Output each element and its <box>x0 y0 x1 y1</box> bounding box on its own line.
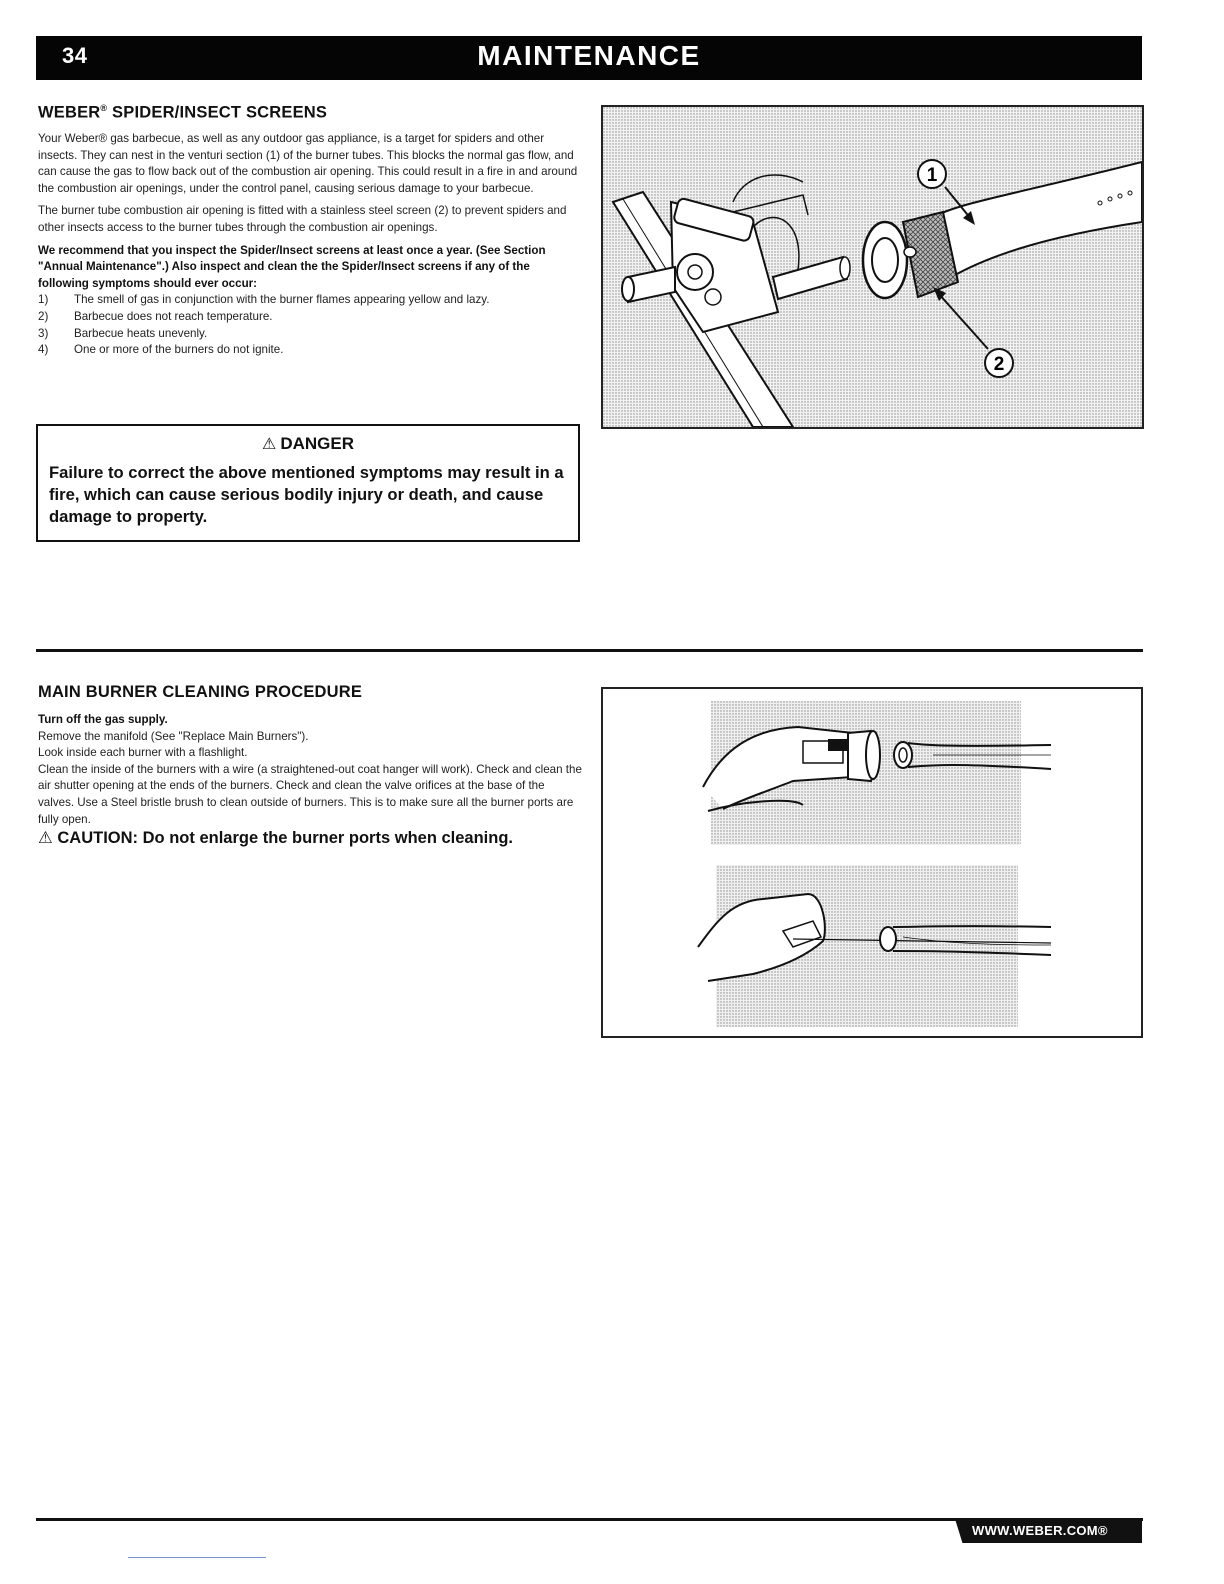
section-divider <box>36 649 1143 652</box>
spider-screen-illustration <box>601 105 1144 429</box>
warning-triangle-icon: ⚠ <box>261 436 277 453</box>
burner-cleaning-diagram <box>603 689 1141 1036</box>
warning-triangle-icon: ⚠ <box>38 829 53 847</box>
step-clean-burners: Clean the inside of the burners with a wire (a straightened-out coat hanger will work). Check and clean the air shutter opening at the ends of the burners. Check and clean the valve orifices at the base of the valves. Use a Steel bristle brush to clean outside of burners. This is to make sure all the burner ports are fully open. <box>38 762 582 826</box>
callout-2-label: 2 <box>993 354 1005 375</box>
step-turn-off-gas: Turn off the gas supply. <box>38 713 168 726</box>
spider-screens-body <box>38 131 583 359</box>
footer-website: WWW.WEBER.COM® <box>972 1523 1108 1538</box>
burner-cleaning-illustration <box>601 687 1143 1038</box>
caution-note: ⚠ CAUTION: Do not enlarge the burner ports when cleaning. <box>38 829 514 847</box>
callout-1-label: 1 <box>926 165 938 186</box>
danger-title: ⚠ DANGER <box>261 434 354 453</box>
spider-para-2: The burner tube combustion air opening is fitted with a stainless steel screen (2) to prevent spiders and other insects access to the burner tubes through the combustion air openings. <box>38 204 567 234</box>
page-title: MAINTENANCE <box>477 40 701 71</box>
spider-para-1: Your Weber® gas barbecue, as well as any outdoor gas appliance, is a target for spiders and other insects. They can nest in the venturi section (1) of the burner tubes. This blocks the normal gas flow, and can cause the gas to flow back out of the combustion air opening. This could result in a fire in and around the combustion air openings, under the control panel, causing serious damage to your barbecue. <box>38 132 578 195</box>
burner-venturi-diagram <box>603 107 1142 427</box>
footer-link-underline <box>128 1557 266 1558</box>
inspection-recommendation: We recommend that you inspect the Spider/Insect screens at least once a year. (See Section "Annual Maintenance".) Also inspect and clean the the Spider/Insect screens if any of the following symptoms should ever occur: <box>38 243 546 290</box>
danger-text: Failure to correct the above mentioned symptoms may result in a fire, which can cause serious bodily injury or death, and cause damage to property. <box>49 463 564 526</box>
list-item: 1) The smell of gas in conjunction with the burner flames appearing yellow and lazy. <box>38 293 490 307</box>
burner-cleaning-steps <box>38 712 583 828</box>
danger-warning-box <box>36 424 580 542</box>
page-number: 34 <box>62 43 88 68</box>
burner-cleaning-heading: MAIN BURNER CLEANING PROCEDURE <box>38 683 363 701</box>
step-remove-manifold: Remove the manifold (See "Replace Main Burners"). <box>38 729 309 743</box>
list-item: 2) Barbecue does not reach temperature. <box>38 309 273 323</box>
step-inspect-flashlight: Look inside each burner with a flashlight. <box>38 746 248 760</box>
list-item: 4) One or more of the burners do not ignite. <box>38 343 284 357</box>
symptom-list <box>38 292 583 358</box>
list-item: 3) Barbecue heats unevenly. <box>38 326 208 340</box>
spider-screens-heading: WEBER® SPIDER/INSECT SCREENS <box>38 103 328 122</box>
